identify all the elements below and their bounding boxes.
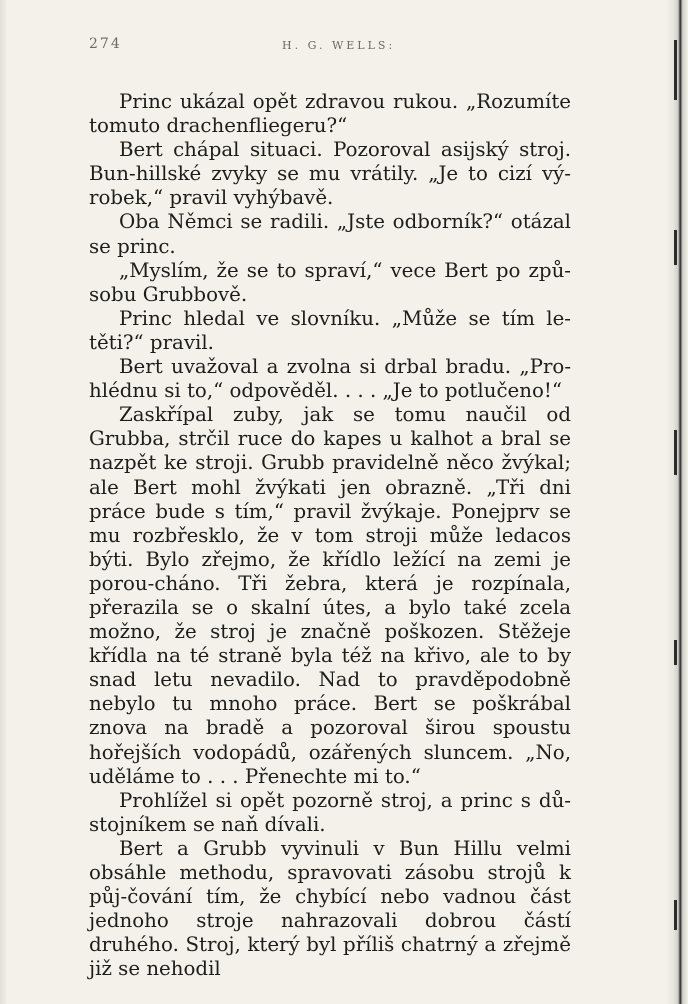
- paragraph: Bert chápal situaci. Pozoroval asijský stroj. Bun-hillské zvyky se mu vrátily. „Je to cizí vý-robek,“ pravil vyhýbavě.: [89, 138, 571, 210]
- body-text: [89, 90, 571, 981]
- binding-shadow: [0, 0, 8, 1004]
- paragraph: Zaskřípal zuby, jak se tomu naučil od Grubba, strčil ruce do kapes u kalhot a bral se nazpět ke stroji. Grubb pravidelně něco žvýkal; ale Bert mohl žvýkati jen obrazně. „Tři dni práce bude s tím,“ pravil žvýkaje. Ponejprv se mu rozbřesklo, že v tom stroji může ledacos býti. Bylo zřejmo, že křídlo ležící na zemi je porou-cháno. Tři žebra, která je rozpínala, přerazila se o skalní útes, a bylo také zcela možno, že stroj je značně poškozen. Stěžeje křídla na té straně byla též na křivo, ale to by snad letu nevadilo. Nad to pravděpodobně nebylo tu mnoho práce. Bert se poškrábal znova na bradě a pozoroval širou spoustu hořejších vodopádů, ozářených sluncem. „No, uděláme to . . . Přenechte mi to.“: [89, 403, 571, 788]
- paragraph: Prohlížel si opět pozorně stroj, a princ s dů-stojníkem se naň dívali.: [89, 788, 571, 836]
- page-edge-mark: [674, 900, 677, 930]
- page-header: [0, 36, 688, 58]
- page-edge-mark: [674, 430, 677, 475]
- paragraph: Oba Němci se radili. „Jste odborník?“ otázal se princ.: [89, 210, 571, 258]
- paragraph: Princ hledal ve slovníku. „Může se tím le-těti?“ pravil.: [89, 306, 571, 354]
- paragraph: Bert uvažoval a zvolna si drbal bradu. „Pro-hlédnu si to,“ odpověděl. . . . „Je to potlučeno!“: [89, 355, 571, 403]
- page-edge-mark: [674, 40, 677, 100]
- page-edge-mark: [674, 640, 677, 665]
- page-edge-shadow: [666, 0, 688, 1004]
- paragraph: „Myslím, že se to spraví,“ vece Bert po způ-sobu Grubbově.: [89, 258, 571, 306]
- page-number: 274: [89, 36, 122, 52]
- paragraph: Bert a Grubb vyvinuli v Bun Hillu velmi obsáhle methodu, spravovati zásobu strojů k půj-čování tím, že chybící nebo vadnou část jednoho stroje nahrazovali dobrou částí druhého. Stroj, který byl příliš chatrný a zřejmě již se nehodil: [89, 836, 571, 981]
- running-head: H. G. WELLS:: [282, 39, 396, 52]
- paragraph: Princ ukázal opět zdravou rukou. „Rozumíte tomuto drachenfliegeru?“: [89, 90, 571, 138]
- page-edge-mark: [674, 230, 677, 265]
